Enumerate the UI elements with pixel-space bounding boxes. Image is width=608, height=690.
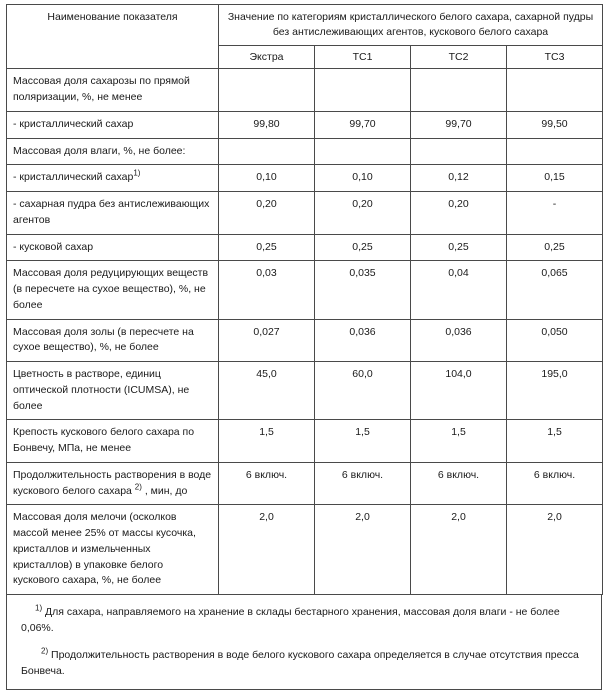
footnote-1-text: Для сахара, направляемого на хранение в склады бестарного хранения, массовая доля влаги - не более 0,06%.: [21, 606, 560, 635]
row-value-ts1: 1,5: [315, 420, 411, 463]
row-value-ts1: 0,035: [315, 261, 411, 319]
row-value-extra: 0,10: [219, 165, 315, 192]
row-value-extra: 6 включ.: [219, 462, 315, 505]
row-label: Цветность в растворе, единиц оптической плотности (ICUMSA), не более: [7, 362, 219, 420]
row-label: - сахарная пудра без антислеживающих агентов: [7, 192, 219, 235]
footnote-marker-2: 2): [134, 482, 142, 492]
row-value-ts2: 6 включ.: [411, 462, 507, 505]
column-header-group-title: Значение по категориям кристаллического белого сахара, сахарной пудры без антислеживающих агентов, кускового белого сахара: [219, 5, 603, 46]
table-footnotes: [6, 595, 602, 690]
row-value-ts3: 99,50: [507, 111, 603, 138]
table-header-row-1: [7, 5, 603, 46]
row-value-ts2: 0,036: [411, 319, 507, 362]
table-row: [7, 234, 603, 261]
table-row: [7, 505, 603, 595]
table-row: [7, 462, 603, 505]
row-value-extra: 1,5: [219, 420, 315, 463]
table-body: [7, 69, 603, 595]
row-value-extra: 0,027: [219, 319, 315, 362]
table-row: [7, 69, 603, 112]
row-value-ts2: 1,5: [411, 420, 507, 463]
row-value-ts3: -: [507, 192, 603, 235]
row-value-extra: 99,80: [219, 111, 315, 138]
table-row: [7, 319, 603, 362]
row-value-extra: 2,0: [219, 505, 315, 595]
table-header: [7, 5, 603, 69]
row-value-ts2: [411, 138, 507, 165]
row-label: Массовая доля редуцирующих веществ (в пересчете на сухое вещество), %, не более: [7, 261, 219, 319]
row-value-ts2: 0,04: [411, 261, 507, 319]
footnote-marker-1: 1): [133, 168, 141, 178]
footnote-2-marker: 2): [41, 646, 49, 656]
row-label: Массовая доля влаги, %, не более:: [7, 138, 219, 165]
table-row: [7, 138, 603, 165]
row-label-tail: , мин, до: [141, 484, 188, 497]
row-value-ts1: [315, 138, 411, 165]
column-header-indicator-name: Наименование показателя: [7, 5, 219, 69]
row-value-extra: [219, 69, 315, 112]
row-value-extra: 45,0: [219, 362, 315, 420]
row-label-text: Продолжительность растворения в воде кускового белого сахара: [13, 468, 212, 497]
row-label: Массовая доля сахарозы по прямой поляризации, %, не менее: [7, 69, 219, 112]
row-value-ts2: 2,0: [411, 505, 507, 595]
row-value-ts1: 0,20: [315, 192, 411, 235]
row-value-ts2: [411, 69, 507, 112]
row-label: Массовая доля золы (в пересчете на сухое вещество), %, не более: [7, 319, 219, 362]
row-value-ts2: 104,0: [411, 362, 507, 420]
row-label: - кусковой сахар: [7, 234, 219, 261]
footnote-2-text: Продолжительность растворения в воде белого кускового сахара определяется в случае отсутствия пресса Бонвеча.: [21, 648, 579, 677]
footnote-1: [21, 604, 587, 637]
row-value-extra: 0,25: [219, 234, 315, 261]
row-label: [7, 462, 219, 505]
row-value-ts1: [315, 69, 411, 112]
row-value-ts1: 60,0: [315, 362, 411, 420]
table-row: [7, 111, 603, 138]
table-row: [7, 192, 603, 235]
row-value-ts3: 0,050: [507, 319, 603, 362]
table-row: [7, 420, 603, 463]
footnote-1-marker: 1): [35, 603, 43, 613]
row-value-ts3: [507, 138, 603, 165]
row-label: Крепость кускового белого сахара по Бонвечу, МПа, не менее: [7, 420, 219, 463]
column-header-category-extra: Экстра: [219, 46, 315, 69]
table-row: [7, 261, 603, 319]
row-label: Массовая доля мелочи (осколков массой менее 25% от массы кусочка, кристаллов и измельченных кристаллов) в упаковке белого кускового сахара, %, не более: [7, 505, 219, 595]
specification-table: [6, 4, 603, 595]
row-value-ts2: 0,25: [411, 234, 507, 261]
row-value-ts1: 2,0: [315, 505, 411, 595]
row-value-ts1: 99,70: [315, 111, 411, 138]
table-row: [7, 165, 603, 192]
row-value-ts3: 0,065: [507, 261, 603, 319]
table-row: [7, 362, 603, 420]
row-value-ts3: 2,0: [507, 505, 603, 595]
column-header-category-ts1: ТС1: [315, 46, 411, 69]
row-value-ts3: 0,25: [507, 234, 603, 261]
row-value-ts3: 0,15: [507, 165, 603, 192]
column-header-category-ts2: ТС2: [411, 46, 507, 69]
column-header-category-ts3: ТС3: [507, 46, 603, 69]
footnote-2: [21, 647, 587, 680]
row-value-ts3: 1,5: [507, 420, 603, 463]
row-value-ts3: 195,0: [507, 362, 603, 420]
row-value-ts1: 0,10: [315, 165, 411, 192]
row-value-ts1: 0,036: [315, 319, 411, 362]
row-label-text: - кристаллический сахар: [13, 171, 134, 184]
row-label: - кристаллический сахар: [7, 111, 219, 138]
row-label: [7, 165, 219, 192]
row-value-ts2: 99,70: [411, 111, 507, 138]
row-value-ts1: 0,25: [315, 234, 411, 261]
row-value-ts2: 0,12: [411, 165, 507, 192]
row-value-extra: [219, 138, 315, 165]
row-value-ts3: [507, 69, 603, 112]
row-value-ts1: 6 включ.: [315, 462, 411, 505]
row-value-ts3: 6 включ.: [507, 462, 603, 505]
row-value-extra: 0,03: [219, 261, 315, 319]
row-value-extra: 0,20: [219, 192, 315, 235]
row-value-ts2: 0,20: [411, 192, 507, 235]
